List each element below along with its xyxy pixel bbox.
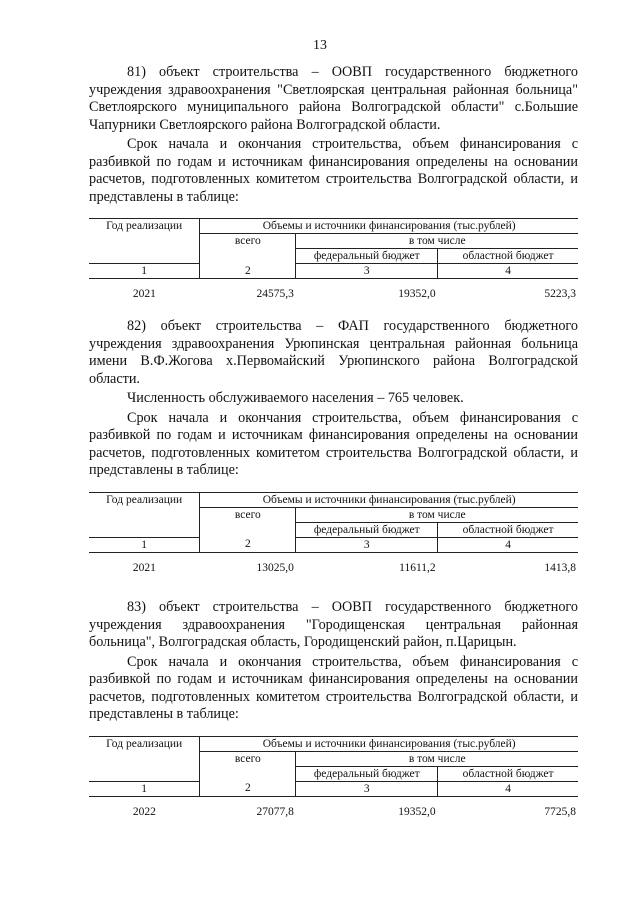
federal-header: федеральный бюджет [296,522,438,537]
financing-table [89,492,578,575]
population-note: Численность обслуживаемого населения – 765 человек. [127,390,464,406]
col-number: 2 [200,781,296,796]
regional-header: областной бюджет [438,766,578,781]
regional-header: областной бюджет [438,249,578,264]
col-number: 1 [89,537,200,552]
col-number: 4 [438,781,578,796]
col-number: 2 [200,264,296,279]
row-regional: 5223,3 [544,288,576,300]
federal-header: федеральный бюджет [296,249,438,264]
row-total: 13025,0 [256,561,294,574]
object-description: 83) объект строительства – ООВП государственного бюджетного учреждения здравоохранения "Городищенская центральная районная больница", Волгоградская область, Городищенский район, п.Царицын. [89,599,578,650]
total-header: всего [200,507,296,537]
including-header: в том числе [296,234,578,249]
col-number: 3 [296,781,438,796]
row-total: 24575,3 [256,288,294,300]
year-header-spacer [89,249,200,264]
section-83 [89,599,578,819]
year-header-spacer [89,522,200,537]
financing-intro: Срок начала и окончания строительства, объем финансирования с разбивкой по годам и источникам финансирования определены на основании расчетов, подготовленных комитетом строительства Волгоградской области, и представлены в таблице: [89,136,578,205]
financing-table [89,736,578,819]
section-81 [89,64,578,301]
row-year: 2021 [132,561,156,574]
section-82 [89,318,578,575]
year-header: Год реализации [89,736,200,766]
year-header: Год реализации [89,219,200,249]
col-number: 4 [438,537,578,552]
financing-header: Объемы и источники финансирования (тыс.рублей) [200,736,578,751]
year-header-spacer [89,766,200,781]
col-number: 2 [200,537,296,552]
object-description: 82) объект строительства – ФАП государственного бюджетного учреждения здравоохранения Урюпинская центральная районная больница имени В.Ф.Жогова х.Первомайский Урюпинского района Волгоградской области. [89,318,578,387]
row-total: 27077,8 [256,805,294,818]
row-year: 2021 [132,288,156,300]
row-federal: 19352,0 [398,805,436,818]
including-header: в том числе [296,751,578,766]
regional-header: областной бюджет [438,522,578,537]
col-number: 3 [296,537,438,552]
object-description: 81) объект строительства – ООВП государственного бюджетного учреждения здравоохранения "Светлоярская центральная районная больница" Светлоярского муниципального района Волгоградской области" с.Большие Чапурники Светлоярского района Волгоградской области. [89,64,578,133]
total-header: всего [200,751,296,781]
financing-intro: Срок начала и окончания строительства, объем финансирования с разбивкой по годам и источникам финансирования определены на основании расчетов, подготовленных комитетом строительства Волгоградской области, и представлены в таблице: [89,653,578,722]
total-header: всего [200,234,296,264]
row-year: 2022 [132,805,156,818]
col-number: 3 [296,264,438,279]
year-header: Год реализации [89,492,200,522]
financing-header: Объемы и источники финансирования (тыс.рублей) [200,492,578,507]
including-header: в том числе [296,507,578,522]
row-regional: 1413,8 [544,561,576,574]
col-number: 1 [89,781,200,796]
row-regional: 7725,8 [544,805,576,818]
financing-intro: Срок начала и окончания строительства, объем финансирования с разбивкой по годам и источникам финансирования определены на основании расчетов, подготовленных комитетом строительства Волгоградской области, и представлены в таблице: [89,409,578,478]
row-federal: 11611,2 [399,561,436,574]
financing-header: Объемы и источники финансирования (тыс.рублей) [200,219,578,234]
page-number: 13 [313,38,327,53]
row-federal: 19352,0 [398,288,436,300]
col-number: 4 [438,264,578,279]
financing-table [89,218,578,301]
federal-header: федеральный бюджет [296,766,438,781]
col-number: 1 [89,264,200,279]
